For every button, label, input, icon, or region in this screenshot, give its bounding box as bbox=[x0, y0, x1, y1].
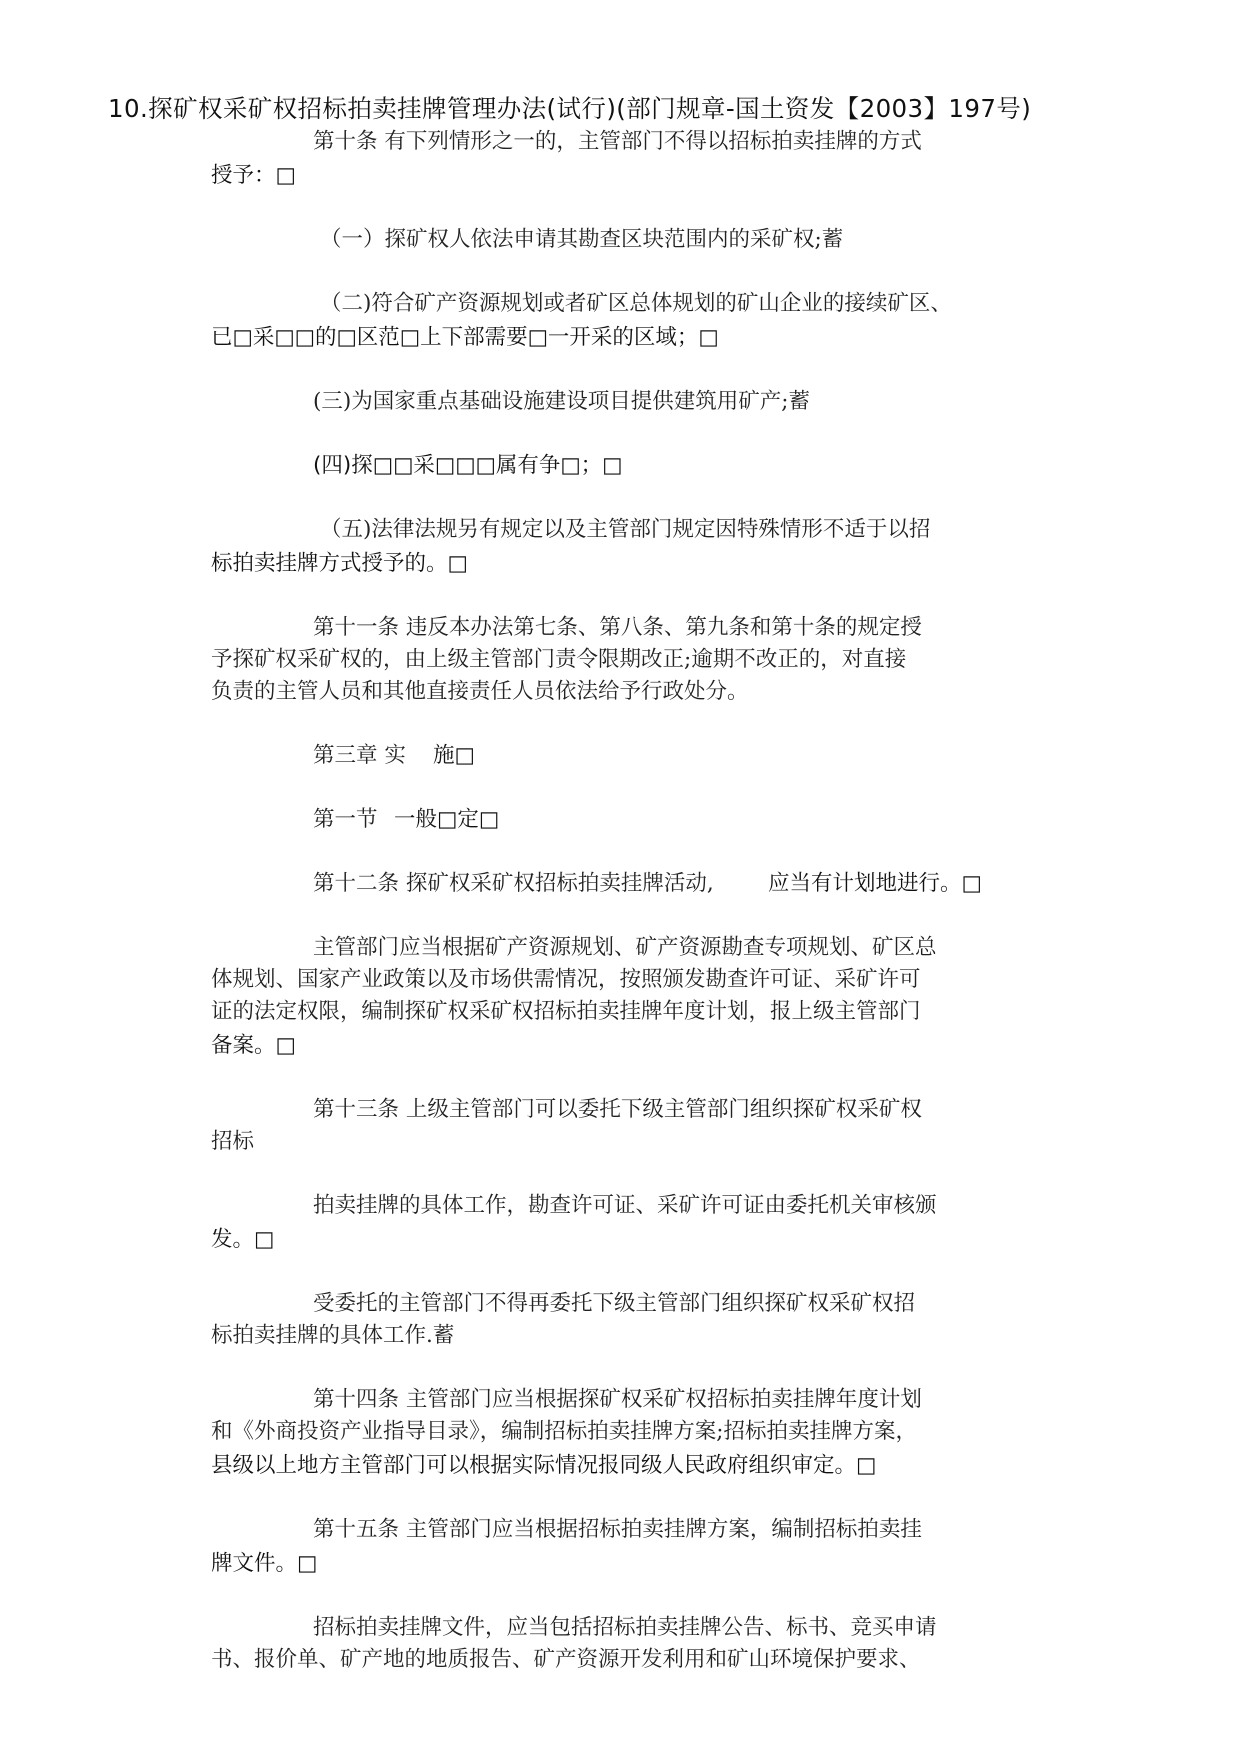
text-line: 和《外商投资产业指导目录》，编制招标拍卖挂牌方案;招标拍卖挂牌方案， bbox=[211, 1419, 917, 1444]
text-line: 授予：□ bbox=[211, 163, 296, 188]
text-line: 一般□定□ bbox=[394, 807, 500, 832]
text-line: 主管部门应当根据矿产资源规划、矿产资源勘查专项规划、矿区总 bbox=[313, 935, 937, 960]
text-line: 标拍卖挂牌的具体工作.蓄 bbox=[211, 1323, 455, 1348]
text-line: (三)为国家重点基础设施建设项目提供建筑用矿产;蓄 bbox=[313, 389, 811, 414]
text-line: 备案。□ bbox=[211, 1033, 296, 1058]
text-line: （五)法律法规另有规定以及主管部门规定因特殊情形不适于以招 bbox=[320, 517, 931, 542]
text-line: 应当有计划地进行。□ bbox=[768, 871, 982, 896]
text-line: 招标拍卖挂牌文件，应当包括招标拍卖挂牌公告、标书、竞买申请 bbox=[313, 1615, 937, 1640]
document-title: 10.探矿权采矿权招标拍卖挂牌管理办法(试行)(部门规章-国土资发【2003】197号) bbox=[108, 94, 1032, 123]
text-line: 体规划、国家产业政策以及市场供需情况，按照颁发勘查许可证、采矿许可 bbox=[211, 967, 921, 992]
text-line: 标拍卖挂牌方式授予的。□ bbox=[211, 551, 468, 576]
text-line: （二)符合矿产资源规划或者矿区总体规划的矿山企业的接续矿区、 bbox=[320, 291, 952, 316]
text-line: 发。□ bbox=[211, 1227, 275, 1252]
text-line: 施□ bbox=[433, 743, 475, 768]
text-line: 第十二条 探矿权采矿权招标拍卖挂牌活动, bbox=[313, 871, 714, 896]
text-line: 第三章 实 bbox=[313, 743, 406, 768]
text-line: 拍卖挂牌的具体工作，勘查许可证、采矿许可证由委托机关审核颁 bbox=[313, 1193, 937, 1218]
text-line: (四)探□□采□□□属有争□；□ bbox=[313, 453, 623, 478]
text-line: 第十五条 主管部门应当根据招标拍卖挂牌方案，编制招标拍卖挂 bbox=[313, 1517, 922, 1542]
text-line: 证的法定权限，编制探矿权采矿权招标拍卖挂牌年度计划，报上级主管部门 bbox=[211, 999, 921, 1024]
text-line: 受委托的主管部门不得再委托下级主管部门组织探矿权采矿权招 bbox=[313, 1291, 916, 1316]
text-line: 牌文件。□ bbox=[211, 1551, 318, 1576]
text-line: （一）探矿权人依法申请其勘查区块范围内的采矿权;蓄 bbox=[320, 227, 844, 252]
text-line: 县级以上地方主管部门可以根据实际情况报同级人民政府组织审定。□ bbox=[211, 1453, 877, 1478]
text-line: 予探矿权采矿权的，由上级主管部门责令限期改正;逾期不改正的，对直接 bbox=[211, 647, 907, 672]
text-line: 第十三条 上级主管部门可以委托下级主管部门组织探矿权采矿权 bbox=[313, 1097, 922, 1122]
text-line: 已□采□□的□区范□上下部需要□一开采的区域；□ bbox=[211, 325, 719, 350]
text-line: 负责的主管人员和其他直接责任人员依法给予行政处分。 bbox=[211, 679, 749, 704]
text-line: 第一节 bbox=[313, 807, 378, 832]
text-line: 第十一条 违反本办法第七条、第八条、第九条和第十条的规定授 bbox=[313, 615, 922, 640]
text-line: 第十四条 主管部门应当根据探矿权采矿权招标拍卖挂牌年度计划 bbox=[313, 1387, 922, 1412]
text-line: 招标 bbox=[211, 1129, 255, 1154]
text-line: 书、报价单、矿产地的地质报告、矿产资源开发利用和矿山环境保护要求、 bbox=[211, 1647, 921, 1672]
text-line: 第十条 有下列情形之一的，主管部门不得以招标拍卖挂牌的方式 bbox=[313, 129, 922, 154]
